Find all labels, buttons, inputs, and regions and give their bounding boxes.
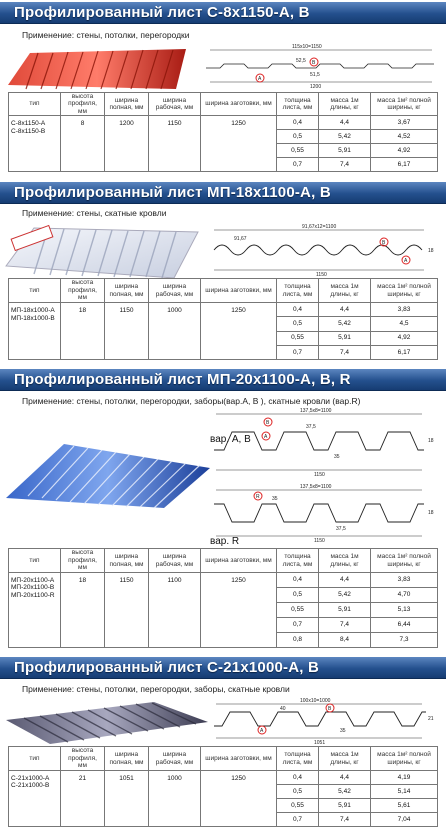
type-names [9, 771, 61, 827]
text-headers-6: масса 1м длины, кг [319, 279, 371, 303]
text-sections-1-dims-w3: 1150 [316, 272, 327, 278]
text-sections-0-rows-3-2: 6,17 [371, 158, 438, 172]
text-sections-2-dims-wr1: 35 [272, 496, 278, 502]
spec-table [8, 746, 438, 827]
text-sections-1-height: 18 [61, 303, 105, 360]
text-sections-2-rows-1-2: 4,70 [371, 588, 438, 603]
text-sections-0-rows-2-0: 0,55 [277, 144, 319, 158]
text-sections-2-types-0: МП-20х1100-А [11, 577, 55, 584]
text-headers-0: тип [9, 93, 61, 116]
text-headers-0: тип [9, 747, 61, 771]
text-sections-2-dims-m1: В [266, 420, 270, 426]
profile-drawing [210, 222, 440, 278]
text-sections-3-rows-2-2: 5,61 [371, 799, 438, 813]
text-sections-1-rows-0-1: 4,4 [319, 303, 371, 317]
text-sections-1-rows-3-0: 0,7 [277, 345, 319, 359]
text-sections-1-rows-1-1: 5,42 [319, 317, 371, 331]
sheet-photo-blue [4, 434, 214, 510]
text-sections-3-rows-3-2: 7,04 [371, 813, 438, 827]
text-sections-2-rows-0-2: 3,83 [371, 573, 438, 588]
text-sections-2-dims-w3: 1150 [314, 472, 325, 478]
text-headers-7: масса 1м² полной ширины, кг [371, 93, 438, 116]
text-sections-2-types-1: МП-20х1100-В [11, 584, 55, 592]
text-headers-1: высота профиля, мм [61, 93, 105, 116]
text-sections-3-types-0: С-21х1000-А [11, 775, 50, 782]
text-sections-3-rows-1-0: 0,5 [277, 785, 319, 799]
text-sections-0-rows-1-1: 5,42 [319, 130, 371, 144]
text-sections-0-rows-3-1: 7,4 [319, 158, 371, 172]
section-usage: Применение: стены, скатные кровли [22, 208, 167, 218]
text-sections-2-rows-1-1: 5,42 [319, 588, 371, 603]
text-sections-3-rows-3-1: 7,4 [319, 813, 371, 827]
text-sections-2-rows-2-2: 5,13 [371, 603, 438, 618]
text-sections-0-dims-w1: 52,5 [296, 58, 306, 64]
text-sections-2-height: 18 [61, 573, 105, 648]
text-headers-1: высота профиля, мм [61, 279, 105, 303]
text-sections-0-rows-1-0: 0,5 [277, 130, 319, 144]
text-sections-2-rows-1-0: 0,5 [277, 588, 319, 603]
text-sections-2-work_width: 1100 [149, 573, 201, 648]
text-headers-1: высота профиля, мм [61, 747, 105, 771]
section-usage: Применение: стены, потолки, перегородки, заборы, скатные кровли [22, 684, 290, 694]
profile-drawing-r [210, 484, 440, 544]
text-headers-7: масса 1м² полной ширины, кг [371, 279, 438, 303]
text-sections-1-dims-top: 91,67х12=1100 [302, 224, 337, 230]
text-headers-0: тип [9, 549, 61, 573]
text-headers-0: тип [9, 279, 61, 303]
text-sections-1-dims-w1: 91,67 [234, 236, 247, 242]
text-sections-2-dims-w3r: 1150 [314, 538, 325, 544]
text-sections-1-full_width: 1150 [105, 303, 149, 360]
section-c8 [0, 0, 446, 185]
text-sections-2-dims-w2: 35 [334, 454, 340, 460]
text-sections-3-rows-1-2: 5,14 [371, 785, 438, 799]
text-headers-5: толщина листа, мм [277, 93, 319, 116]
section-banner [0, 369, 446, 391]
text-sections-3-dims-w3: 1051 [314, 740, 326, 744]
section-mp18 [0, 180, 446, 365]
text-sections-0-dims-w2: 51,5 [310, 72, 320, 78]
text-headers-4: ширина заготовки, мм [201, 549, 277, 573]
text-sections-0-rows-2-2: 4,92 [371, 144, 438, 158]
text-sections-1-dims-m2: А [404, 258, 408, 264]
text-headers-4: ширина заготовки, мм [201, 747, 277, 771]
text-headers-5: толщина листа, мм [277, 279, 319, 303]
text-sections-2-full_width: 1150 [105, 573, 149, 648]
variant-ab-label: вар. А, В [210, 434, 251, 445]
text-headers-6: масса 1м длины, кг [319, 747, 371, 771]
text-sections-0-work_width: 1150 [149, 116, 201, 172]
text-headers-4: ширина заготовки, мм [201, 93, 277, 116]
text-headers-2: ширина полная, мм [105, 747, 149, 771]
profile-drawing [200, 42, 440, 90]
text-sections-2-dims-top: 137,5х8=1100 [300, 408, 332, 414]
text-sections-1-types-1: МП-18х1000-В [11, 314, 55, 322]
section-c21 [0, 654, 446, 833]
text-sections-3-rows-0-1: 4,4 [319, 771, 371, 785]
text-sections-3-dims-top: 100х10=1000 [300, 698, 331, 704]
text-sections-0-rows-0-1: 4,4 [319, 116, 371, 130]
text-headers-3: ширина рабочая, мм [149, 747, 201, 771]
spec-table [8, 548, 438, 648]
text-headers-2: ширина полная, мм [105, 93, 149, 116]
text-headers-4: ширина заготовки, мм [201, 279, 277, 303]
text-sections-1-rows-2-2: 4,92 [371, 331, 438, 345]
text-sections-2-blank_width: 1250 [201, 573, 277, 648]
text-sections-3-rows-0-0: 0,4 [277, 771, 319, 785]
text-sections-2-rows-4-0: 0,8 [277, 633, 319, 648]
text-sections-1-dims-m1: В [382, 240, 386, 246]
text-sections-0-types-0: С-8х1150-А [11, 120, 46, 128]
text-sections-3-dims-m1: В [328, 706, 332, 712]
text-sections-2-rows-3-1: 7,4 [319, 618, 371, 633]
text-headers-5: толщина листа, мм [277, 549, 319, 573]
text-sections-2-dims-wr2: 37,5 [336, 526, 346, 532]
text-headers-2: ширина полная, мм [105, 279, 149, 303]
text-sections-1-blank_width: 1250 [201, 303, 277, 360]
section-usage: Применение: стены, потолки, перегородки [22, 30, 190, 40]
sheet-photo-red [8, 45, 188, 93]
text-sections-3-rows-2-0: 0,55 [277, 799, 319, 813]
text-sections-2-dims-w1: 37,5 [306, 424, 316, 430]
text-sections-1-rows-2-0: 0,55 [277, 331, 319, 345]
text-sections-3-types-1: С-21х1000-В [11, 782, 50, 790]
text-sections-2-rows-2-0: 0,55 [277, 603, 319, 618]
text-sections-0-rows-1-2: 4,52 [371, 130, 438, 144]
text-sections-0-rows-0-2: 3,67 [371, 116, 438, 130]
text-sections-2-rows-3-2: 6,44 [371, 618, 438, 633]
text-sections-2-rows-0-1: 4,4 [319, 573, 371, 588]
text-sections-1-rows-3-1: 7,4 [319, 345, 371, 359]
text-sections-3-dims-h: 21 [428, 716, 434, 722]
text-headers-6: масса 1м длины, кг [319, 549, 371, 573]
text-sections-2-rows-4-1: 8,4 [319, 633, 371, 648]
text-sections-1-rows-0-0: 0,4 [277, 303, 319, 317]
section-usage: Применение: стены, потолки, перегородки, заборы(вар.А, В ), скатные кровли (вар.R) [22, 396, 361, 406]
text-sections-2-dims-m2: А [264, 434, 268, 440]
text-sections-3-height: 21 [61, 771, 105, 827]
text-sections-1-rows-2-1: 5,91 [319, 331, 371, 345]
type-names [9, 303, 61, 360]
sheet-photo-grey [4, 698, 210, 746]
text-sections-0-dims-m1: В [312, 60, 316, 66]
text-headers-1: высота профиля, мм [61, 549, 105, 573]
text-headers-6: масса 1м длины, кг [319, 93, 371, 116]
text-sections-1-rows-1-2: 4,5 [371, 317, 438, 331]
text-sections-2-dims-top_r: 137,5х8=1100 [300, 484, 332, 490]
section-banner [0, 657, 446, 679]
text-sections-0-rows-2-1: 5,91 [319, 144, 371, 158]
text-sections-3-rows-0-2: 4,19 [371, 771, 438, 785]
section-title: Профилированный лист С-8х1150-А, В [14, 4, 310, 21]
text-sections-1-rows-3-2: 6,17 [371, 345, 438, 359]
text-sections-3-blank_width: 1250 [201, 771, 277, 827]
text-headers-3: ширина рабочая, мм [149, 549, 201, 573]
text-sections-2-rows-3-0: 0,7 [277, 618, 319, 633]
spec-table [8, 278, 438, 360]
section-banner [0, 182, 446, 204]
type-names [9, 573, 61, 648]
text-sections-0-rows-0-0: 0,4 [277, 116, 319, 130]
text-sections-2-rows-4-2: 7,3 [371, 633, 438, 648]
text-sections-3-rows-1-1: 5,42 [319, 785, 371, 799]
text-sections-2-rows-2-1: 5,91 [319, 603, 371, 618]
variant-r-label: вар. R [210, 536, 240, 547]
section-title: Профилированный лист МП-20х1100-А, В, R [14, 371, 351, 388]
text-sections-0-full_width: 1200 [105, 116, 149, 172]
text-sections-1-rows-1-0: 0,5 [277, 317, 319, 331]
text-sections-2-rows-0-0: 0,4 [277, 573, 319, 588]
text-headers-5: толщина листа, мм [277, 747, 319, 771]
text-sections-3-dims-w1: 40 [280, 706, 286, 712]
text-headers-7: масса 1м² полной ширины, кг [371, 549, 438, 573]
section-title: Профилированный лист С-21х1000-А, В [14, 659, 320, 676]
text-sections-2-dims-h: 18 [428, 438, 434, 444]
text-headers-3: ширина рабочая, мм [149, 93, 201, 116]
section-title: Профилированный лист МП-18х1100-А, В [14, 184, 331, 201]
text-sections-0-dims-top: 115х10=1150 [292, 44, 322, 50]
text-sections-2-dims-hr: 18 [428, 510, 434, 516]
text-sections-1-rows-0-2: 3,83 [371, 303, 438, 317]
text-sections-3-dims-w2: 35 [340, 728, 346, 734]
section-mp20 [0, 366, 446, 656]
text-sections-0-height: 8 [61, 116, 105, 172]
text-sections-0-dims-w3: 1200 [310, 84, 322, 90]
text-sections-0-rows-3-0: 0,7 [277, 158, 319, 172]
text-sections-3-full_width: 1051 [105, 771, 149, 827]
text-sections-0-dims-m2: А [258, 76, 262, 82]
spec-table [8, 92, 438, 172]
text-sections-3-dims-m2: А [260, 728, 264, 734]
type-names [9, 116, 61, 172]
text-headers-7: масса 1м² полной ширины, кг [371, 747, 438, 771]
text-sections-1-work_width: 1000 [149, 303, 201, 360]
profile-drawing [210, 698, 440, 744]
text-sections-3-work_width: 1000 [149, 771, 201, 827]
text-sections-1-dims-h: 18 [428, 248, 434, 254]
text-sections-3-rows-2-1: 5,91 [319, 799, 371, 813]
text-sections-3-rows-3-0: 0,7 [277, 813, 319, 827]
text-sections-2-dims-mr: R [256, 494, 260, 500]
text-headers-2: ширина полная, мм [105, 549, 149, 573]
sheet-photo-white [4, 222, 200, 280]
text-sections-0-blank_width: 1250 [201, 116, 277, 172]
section-banner [0, 2, 446, 24]
text-headers-3: ширина рабочая, мм [149, 279, 201, 303]
text-sections-0-types-1: С-8х1150-В [11, 127, 46, 135]
text-sections-2-types-2: МП-20х1100-R [11, 591, 55, 599]
text-sections-1-types-0: МП-18х1000-А [11, 307, 55, 315]
